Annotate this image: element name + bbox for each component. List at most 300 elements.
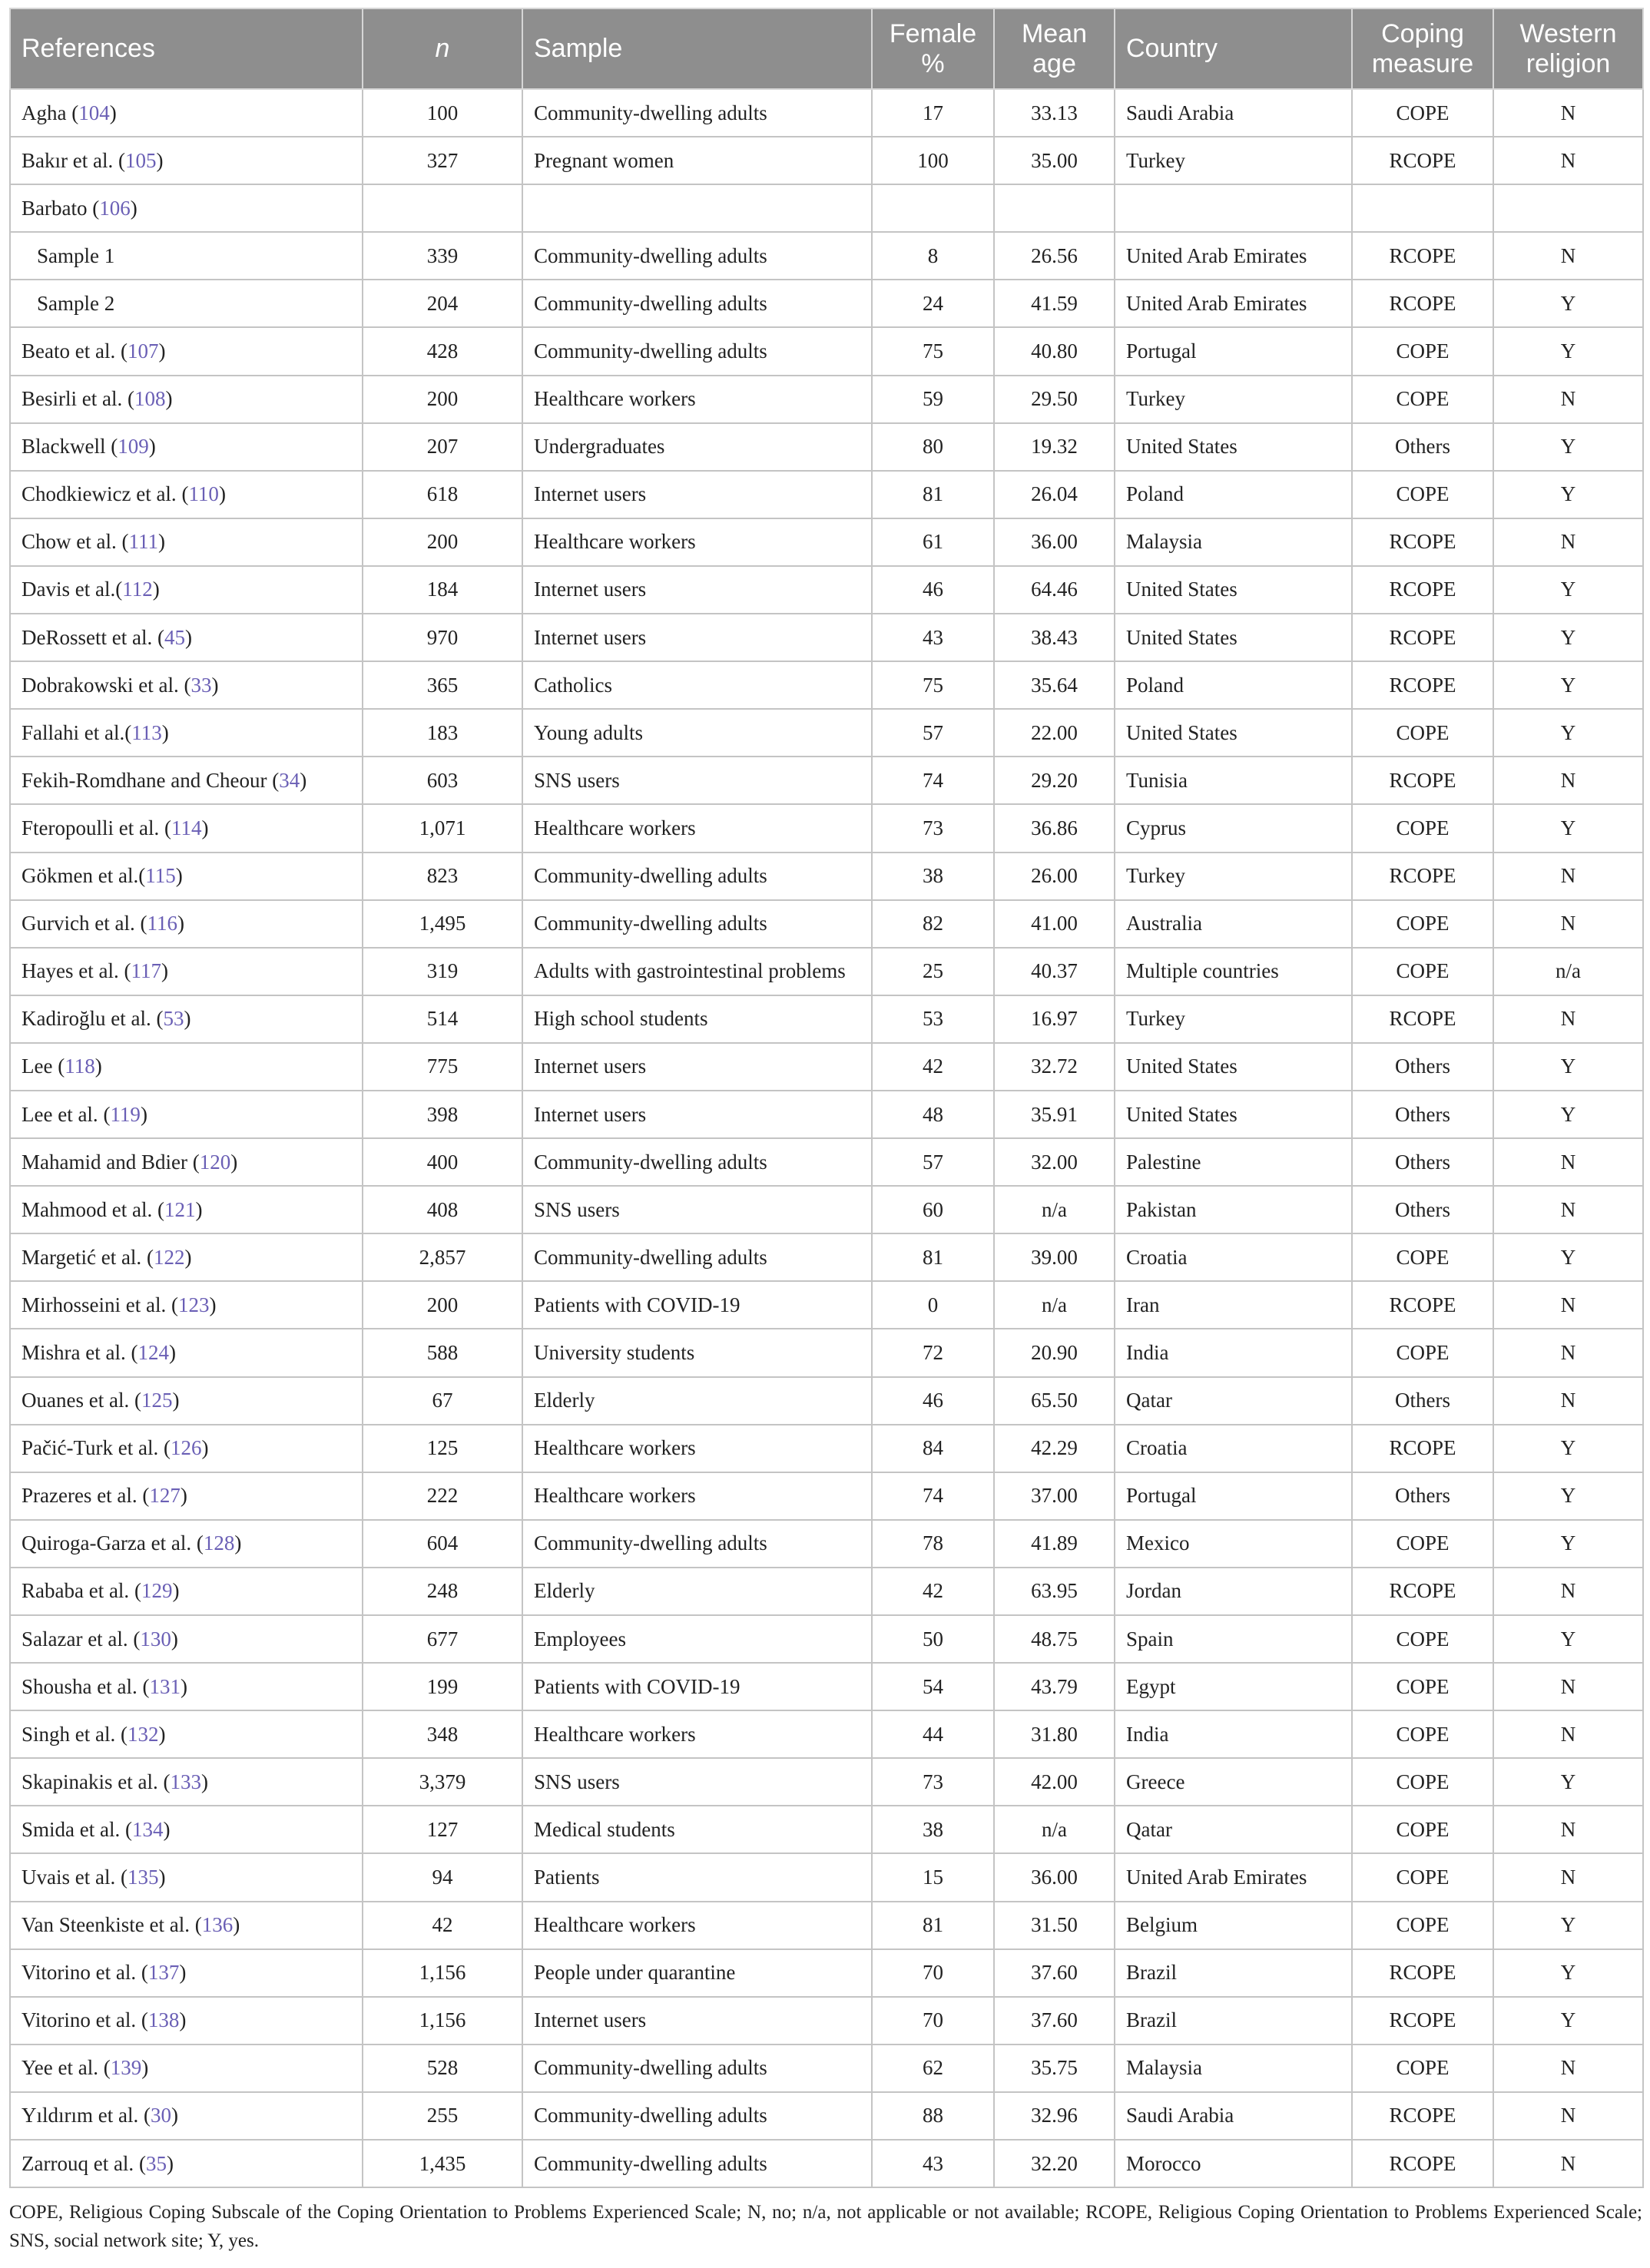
- citation-link[interactable]: 128: [203, 1531, 235, 1555]
- header-country: [1115, 8, 1352, 89]
- cell-female-percent: 46: [872, 566, 994, 614]
- reference-name: Yıldırım et al.: [22, 2104, 139, 2127]
- cell-mean-age: 32.00: [994, 1138, 1115, 1186]
- table-row: [10, 2092, 1643, 2140]
- cell-n: 398: [363, 1091, 522, 1138]
- reference-name: Bakır et al.: [22, 148, 114, 172]
- citation-link[interactable]: 119: [110, 1102, 141, 1126]
- cell-western-religion: Y: [1493, 1520, 1643, 1568]
- cell-western-religion: Y: [1493, 327, 1643, 375]
- cell-female-percent: 57: [872, 1138, 994, 1186]
- reference-name: Sample 1: [37, 243, 115, 267]
- header-sample-label: Sample: [534, 34, 623, 63]
- reference-name: Fteropoulli et al.: [22, 816, 160, 839]
- citation-link[interactable]: 114: [171, 816, 202, 839]
- citation-link[interactable]: 129: [141, 1579, 173, 1603]
- cell-western-religion: N: [1493, 1281, 1643, 1329]
- reference-name: Skapinakis et al.: [22, 1770, 158, 1793]
- cell-reference: Margetić et al. (122): [10, 1233, 363, 1281]
- cell-sample: SNS users: [522, 757, 872, 804]
- reference-name: Prazeres et al.: [22, 1484, 138, 1508]
- cell-country: United States: [1115, 566, 1352, 614]
- cell-reference: Mirhosseini et al. (123): [10, 1281, 363, 1329]
- cell-reference: Fteropoulli et al. (114): [10, 804, 363, 852]
- cell-coping-measure: RCOPE: [1352, 1281, 1493, 1329]
- table-body: [10, 89, 1643, 2187]
- table-row: [10, 614, 1643, 661]
- cell-reference: Fekih-Romdhane and Cheour (34): [10, 757, 363, 804]
- cell-country: Malaysia: [1115, 518, 1352, 566]
- cell-western-religion: N: [1493, 1568, 1643, 1615]
- table-footnote: COPE, Religious Coping Subscale of the Coping Orientation to Problems Experienced Scale; N, no; n/a, not applicable or not available; RCOPE, Religious Coping Orientation to Problems Experienced Scale; SNS, social network site; Y, yes.: [9, 2202, 1642, 2251]
- cell-female-percent: 43: [872, 614, 994, 661]
- cell-western-religion: n/a: [1493, 948, 1643, 995]
- cell-coping-measure: COPE: [1352, 89, 1493, 137]
- cell-mean-age: 64.46: [994, 566, 1115, 614]
- cell-reference: Hayes et al. (117): [10, 948, 363, 995]
- reference-name: Barbato: [22, 196, 88, 220]
- cell-n: 603: [363, 757, 522, 804]
- cell-reference: Salazar et al. (130): [10, 1615, 363, 1663]
- header-mean-age: [994, 8, 1115, 89]
- cell-coping-measure: COPE: [1352, 804, 1493, 852]
- citation-link[interactable]: 111: [128, 530, 158, 554]
- cell-reference: Smida et al. (134): [10, 1806, 363, 1853]
- table-row: [10, 709, 1643, 757]
- cell-coping-measure: COPE: [1352, 1329, 1493, 1376]
- table-row: [10, 1281, 1643, 1329]
- cell-reference: Beato et al. (107): [10, 327, 363, 375]
- cell-western-religion: N: [1493, 900, 1643, 948]
- studies-table: [9, 8, 1644, 2188]
- citation-link[interactable]: 138: [147, 2008, 180, 2032]
- cell-sample: Internet users: [522, 1091, 872, 1138]
- cell-mean-age: 41.00: [994, 900, 1115, 948]
- cell-western-religion: N: [1493, 2092, 1643, 2140]
- citation-link[interactable]: 30: [150, 2104, 171, 2127]
- cell-female-percent: 61: [872, 518, 994, 566]
- cell-n: 222: [363, 1472, 522, 1520]
- cell-western-religion: Y: [1493, 1615, 1643, 1663]
- cell-n: 183: [363, 709, 522, 757]
- cell-mean-age: 29.20: [994, 757, 1115, 804]
- cell-reference: Barbato (106): [10, 184, 363, 232]
- cell-mean-age: 40.37: [994, 948, 1115, 995]
- citation-link[interactable]: 120: [199, 1150, 231, 1174]
- cell-female-percent: 15: [872, 1853, 994, 1901]
- cell-n: 528: [363, 2045, 522, 2092]
- cell-reference: [10, 232, 363, 280]
- citation-link[interactable]: 107: [127, 339, 159, 363]
- cell-female-percent: 81: [872, 1902, 994, 1949]
- citation-link[interactable]: 124: [138, 1340, 169, 1364]
- cell-mean-age: 37.00: [994, 1472, 1115, 1520]
- cell-coping-measure: COPE: [1352, 900, 1493, 948]
- citation-link[interactable]: 117: [131, 959, 161, 983]
- citation-link[interactable]: 135: [127, 1866, 159, 1889]
- cell-country: Spain: [1115, 1615, 1352, 1663]
- table-row: [10, 853, 1643, 900]
- citation-link[interactable]: 134: [131, 1817, 164, 1841]
- table-row: [10, 1043, 1643, 1091]
- header-female-label-2: %: [921, 48, 945, 78]
- citation-link[interactable]: 131: [149, 1674, 181, 1698]
- cell-sample: Pregnant women: [522, 137, 872, 184]
- cell-coping-measure: RCOPE: [1352, 1425, 1493, 1472]
- cell-female-percent: 44: [872, 1710, 994, 1758]
- cell-western-religion: Y: [1493, 471, 1643, 518]
- cell-reference: Fallahi et al.(113): [10, 709, 363, 757]
- cell-sample: Community-dwelling adults: [522, 327, 872, 375]
- cell-country: Poland: [1115, 471, 1352, 518]
- citation-link[interactable]: 139: [110, 2056, 142, 2080]
- citation-link[interactable]: 110: [188, 482, 219, 506]
- cell-western-religion: Y: [1493, 661, 1643, 709]
- citation-link[interactable]: 127: [149, 1484, 181, 1508]
- cell-western-religion: Y: [1493, 423, 1643, 471]
- cell-n: 2,857: [363, 1233, 522, 1281]
- cell-coping-measure: Others: [1352, 1377, 1493, 1425]
- citation-link[interactable]: 136: [201, 1913, 234, 1937]
- citation-link[interactable]: 130: [140, 1627, 171, 1651]
- cell-reference: Blackwell (109): [10, 423, 363, 471]
- citation-link[interactable]: 132: [128, 1722, 159, 1746]
- cell-n: 100: [363, 89, 522, 137]
- citation-link[interactable]: 133: [170, 1770, 201, 1793]
- cell-coping-measure: [1352, 184, 1493, 232]
- cell-country: Qatar: [1115, 1806, 1352, 1853]
- cell-country: Brazil: [1115, 1997, 1352, 2045]
- header-country-label: Country: [1126, 34, 1218, 63]
- header-references: [10, 8, 363, 89]
- cell-n: 248: [363, 1568, 522, 1615]
- table-row: [10, 1902, 1643, 1949]
- header-western-label-1: Western: [1519, 18, 1617, 48]
- cell-coping-measure: RCOPE: [1352, 853, 1493, 900]
- cell-reference: Dobrakowski et al. (33): [10, 661, 363, 709]
- citation-link[interactable]: 115: [145, 864, 176, 888]
- cell-coping-measure: COPE: [1352, 1902, 1493, 1949]
- cell-mean-age: 31.80: [994, 1710, 1115, 1758]
- cell-coping-measure: COPE: [1352, 1758, 1493, 1806]
- reference-name: Kadiroğlu et al.: [22, 1007, 151, 1031]
- cell-sample: Patients: [522, 1853, 872, 1901]
- cell-female-percent: 81: [872, 471, 994, 518]
- cell-coping-measure: RCOPE: [1352, 566, 1493, 614]
- cell-sample: Healthcare workers: [522, 518, 872, 566]
- cell-female-percent: 46: [872, 1377, 994, 1425]
- cell-western-religion: N: [1493, 1710, 1643, 1758]
- reference-name: Lee et al.: [22, 1102, 98, 1126]
- cell-sample: Elderly: [522, 1377, 872, 1425]
- cell-sample: Healthcare workers: [522, 1425, 872, 1472]
- citation-link[interactable]: 53: [163, 1007, 184, 1031]
- table-row: [10, 471, 1643, 518]
- cell-female-percent: 81: [872, 1233, 994, 1281]
- cell-female-percent: 82: [872, 900, 994, 948]
- cell-country: [1115, 184, 1352, 232]
- cell-reference: Yıldırım et al. (30): [10, 2092, 363, 2140]
- cell-country: Tunisia: [1115, 757, 1352, 804]
- cell-sample: Community-dwelling adults: [522, 900, 872, 948]
- cell-western-religion: N: [1493, 1138, 1643, 1186]
- cell-country: Palestine: [1115, 1138, 1352, 1186]
- reference-name: Chodkiewicz et al.: [22, 482, 177, 506]
- citation-link[interactable]: 116: [147, 912, 177, 935]
- cell-country: Turkey: [1115, 376, 1352, 423]
- cell-western-religion: N: [1493, 89, 1643, 137]
- table-row: [10, 1186, 1643, 1233]
- cell-mean-age: 35.75: [994, 2045, 1115, 2092]
- cell-mean-age: 29.50: [994, 376, 1115, 423]
- cell-sample: Community-dwelling adults: [522, 2092, 872, 2140]
- cell-coping-measure: RCOPE: [1352, 661, 1493, 709]
- table-row: [10, 566, 1643, 614]
- table-row: [10, 1949, 1643, 1997]
- cell-mean-age: 43.79: [994, 1663, 1115, 1710]
- cell-n: 204: [363, 280, 522, 327]
- citation-link[interactable]: 121: [164, 1197, 196, 1221]
- cell-western-religion: Y: [1493, 1949, 1643, 1997]
- table-row: [10, 1710, 1643, 1758]
- cell-mean-age: [994, 184, 1115, 232]
- cell-western-religion: Y: [1493, 1233, 1643, 1281]
- cell-western-religion: N: [1493, 1853, 1643, 1901]
- citation-link[interactable]: 106: [99, 196, 131, 220]
- cell-n: 588: [363, 1329, 522, 1376]
- citation-link[interactable]: 137: [147, 1961, 180, 1985]
- table-row: [10, 89, 1643, 137]
- cell-country: India: [1115, 1710, 1352, 1758]
- reference-name: Gökmen et al.: [22, 864, 139, 888]
- reference-name: Singh et al.: [22, 1722, 116, 1746]
- cell-western-religion: Y: [1493, 280, 1643, 327]
- cell-sample: Employees: [522, 1615, 872, 1663]
- cell-mean-age: 16.97: [994, 995, 1115, 1043]
- table-row: [10, 1806, 1643, 1853]
- cell-coping-measure: COPE: [1352, 709, 1493, 757]
- reference-name: Smida et al.: [22, 1817, 121, 1841]
- cell-sample: Patients with COVID-19: [522, 1663, 872, 1710]
- cell-reference: Agha (104): [10, 89, 363, 137]
- cell-country: Iran: [1115, 1281, 1352, 1329]
- header-female-label-1: Female: [889, 18, 977, 48]
- citation-link[interactable]: 113: [131, 720, 162, 744]
- cell-western-religion: N: [1493, 757, 1643, 804]
- cell-sample: University students: [522, 1329, 872, 1376]
- cell-coping-measure: COPE: [1352, 1710, 1493, 1758]
- cell-western-religion: Y: [1493, 1425, 1643, 1472]
- cell-western-religion: N: [1493, 1663, 1643, 1710]
- cell-female-percent: 42: [872, 1043, 994, 1091]
- reference-name: Chow et al.: [22, 530, 117, 554]
- header-coping-measure: [1352, 8, 1493, 89]
- table-row: [10, 1568, 1643, 1615]
- cell-country: Turkey: [1115, 995, 1352, 1043]
- reference-name: Agha: [22, 101, 67, 124]
- citation-link[interactable]: 109: [118, 435, 149, 459]
- cell-reference: Ouanes et al. (125): [10, 1377, 363, 1425]
- reference-name: Lee: [22, 1055, 53, 1078]
- cell-female-percent: 60: [872, 1186, 994, 1233]
- citation-link[interactable]: 108: [134, 387, 166, 411]
- cell-country: Greece: [1115, 1758, 1352, 1806]
- cell-female-percent: 48: [872, 1091, 994, 1138]
- cell-sample: Community-dwelling adults: [522, 2045, 872, 2092]
- cell-sample: Healthcare workers: [522, 1710, 872, 1758]
- cell-western-religion: N: [1493, 1329, 1643, 1376]
- cell-sample: SNS users: [522, 1758, 872, 1806]
- citation-link[interactable]: 105: [124, 148, 157, 172]
- cell-n: 200: [363, 376, 522, 423]
- table-row: [10, 1377, 1643, 1425]
- cell-coping-measure: Others: [1352, 1138, 1493, 1186]
- cell-reference: Bakır et al. (105): [10, 137, 363, 184]
- cell-coping-measure: Others: [1352, 1186, 1493, 1233]
- cell-coping-measure: RCOPE: [1352, 280, 1493, 327]
- cell-mean-age: 31.50: [994, 1902, 1115, 1949]
- cell-coping-measure: RCOPE: [1352, 1997, 1493, 2045]
- cell-reference: Gökmen et al.(115): [10, 853, 363, 900]
- reference-name: Ouanes et al.: [22, 1389, 130, 1412]
- reference-name: Sample 2: [37, 291, 115, 315]
- table-row: [10, 2045, 1643, 2092]
- cell-n: 184: [363, 566, 522, 614]
- citation-link[interactable]: 126: [170, 1436, 202, 1460]
- cell-female-percent: 73: [872, 1758, 994, 1806]
- cell-sample: Healthcare workers: [522, 376, 872, 423]
- cell-coping-measure: COPE: [1352, 1233, 1493, 1281]
- cell-country: Saudi Arabia: [1115, 2092, 1352, 2140]
- cell-sample: People under quarantine: [522, 1949, 872, 1997]
- cell-country: Croatia: [1115, 1233, 1352, 1281]
- cell-n: 775: [363, 1043, 522, 1091]
- header-references-label: References: [22, 34, 155, 63]
- table-row: [10, 1853, 1643, 1901]
- cell-western-religion: N: [1493, 2045, 1643, 2092]
- header-row: [10, 8, 1643, 89]
- reference-name: Salazar et al.: [22, 1627, 128, 1651]
- reference-name: Zarrouq et al.: [22, 2151, 134, 2175]
- cell-country: Saudi Arabia: [1115, 89, 1352, 137]
- cell-mean-age: 35.64: [994, 661, 1115, 709]
- cell-mean-age: 33.13: [994, 89, 1115, 137]
- cell-western-religion: Y: [1493, 566, 1643, 614]
- cell-mean-age: 22.00: [994, 709, 1115, 757]
- reference-name: Mirhosseini et al.: [22, 1293, 167, 1316]
- cell-sample: Community-dwelling adults: [522, 280, 872, 327]
- reference-name: Fekih-Romdhane and Cheour: [22, 768, 267, 792]
- citation-link[interactable]: 33: [191, 673, 212, 697]
- cell-western-religion: Y: [1493, 1043, 1643, 1091]
- cell-coping-measure: RCOPE: [1352, 1568, 1493, 1615]
- cell-female-percent: 75: [872, 661, 994, 709]
- table-row: [10, 1425, 1643, 1472]
- cell-western-religion: Y: [1493, 1472, 1643, 1520]
- table-header: [10, 8, 1643, 89]
- cell-western-religion: N: [1493, 376, 1643, 423]
- cell-n: 1,435: [363, 2140, 522, 2187]
- citation-link[interactable]: 123: [177, 1293, 210, 1316]
- cell-female-percent: [872, 184, 994, 232]
- citation-link[interactable]: 34: [279, 768, 300, 792]
- cell-mean-age: 65.50: [994, 1377, 1115, 1425]
- cell-mean-age: 37.60: [994, 1949, 1115, 1997]
- cell-n: 3,379: [363, 1758, 522, 1806]
- citation-link[interactable]: 125: [141, 1389, 173, 1412]
- cell-sample: Undergraduates: [522, 423, 872, 471]
- cell-mean-age: 37.60: [994, 1997, 1115, 2045]
- cell-mean-age: n/a: [994, 1806, 1115, 1853]
- table-row: [10, 327, 1643, 375]
- cell-mean-age: 39.00: [994, 1233, 1115, 1281]
- cell-n: 428: [363, 327, 522, 375]
- cell-reference: Skapinakis et al. (133): [10, 1758, 363, 1806]
- cell-western-religion: Y: [1493, 804, 1643, 852]
- cell-female-percent: 38: [872, 853, 994, 900]
- cell-reference: Vitorino et al. (137): [10, 1949, 363, 1997]
- reference-name: Mishra et al.: [22, 1340, 126, 1364]
- cell-mean-age: n/a: [994, 1281, 1115, 1329]
- reference-name: Besirli et al.: [22, 387, 123, 411]
- cell-female-percent: 62: [872, 2045, 994, 2092]
- cell-western-religion: Y: [1493, 1902, 1643, 1949]
- citation-link[interactable]: 122: [153, 1245, 185, 1269]
- cell-country: United States: [1115, 423, 1352, 471]
- cell-n: 1,071: [363, 804, 522, 852]
- cell-coping-measure: Others: [1352, 1043, 1493, 1091]
- cell-sample: Internet users: [522, 1997, 872, 2045]
- reference-name: Gurvich et al.: [22, 912, 135, 935]
- cell-n: 339: [363, 232, 522, 280]
- citation-link[interactable]: 35: [145, 2151, 167, 2175]
- header-coping-label-1: Coping: [1381, 18, 1464, 48]
- cell-coping-measure: COPE: [1352, 2045, 1493, 2092]
- cell-female-percent: 25: [872, 948, 994, 995]
- reference-name: Yee et al.: [22, 2056, 98, 2080]
- cell-country: Brazil: [1115, 1949, 1352, 1997]
- cell-mean-age: 32.96: [994, 2092, 1115, 2140]
- cell-n: 125: [363, 1425, 522, 1472]
- citation-link[interactable]: 118: [65, 1055, 95, 1078]
- cell-n: 514: [363, 995, 522, 1043]
- citation-link[interactable]: 112: [122, 578, 153, 601]
- reference-name: Shousha et al.: [22, 1674, 138, 1698]
- cell-coping-measure: COPE: [1352, 1520, 1493, 1568]
- citation-link[interactable]: 104: [78, 101, 110, 124]
- table-row: [10, 757, 1643, 804]
- cell-mean-age: 63.95: [994, 1568, 1115, 1615]
- cell-female-percent: 70: [872, 1997, 994, 2045]
- table-row: [10, 1520, 1643, 1568]
- reference-name: Pačić-Turk et al.: [22, 1436, 159, 1460]
- cell-western-religion: Y: [1493, 1091, 1643, 1138]
- reference-name: Fallahi et al.: [22, 720, 125, 744]
- cell-country: United States: [1115, 1043, 1352, 1091]
- cell-mean-age: 48.75: [994, 1615, 1115, 1663]
- cell-mean-age: 35.91: [994, 1091, 1115, 1138]
- cell-female-percent: 74: [872, 757, 994, 804]
- table-row: [10, 1091, 1643, 1138]
- cell-mean-age: 38.43: [994, 614, 1115, 661]
- cell-country: Jordan: [1115, 1568, 1352, 1615]
- cell-n: [363, 184, 522, 232]
- cell-n: 319: [363, 948, 522, 995]
- cell-coping-measure: RCOPE: [1352, 614, 1493, 661]
- reference-name: Margetić et al.: [22, 1245, 142, 1269]
- cell-mean-age: 32.20: [994, 2140, 1115, 2187]
- citation-link[interactable]: 45: [164, 625, 185, 649]
